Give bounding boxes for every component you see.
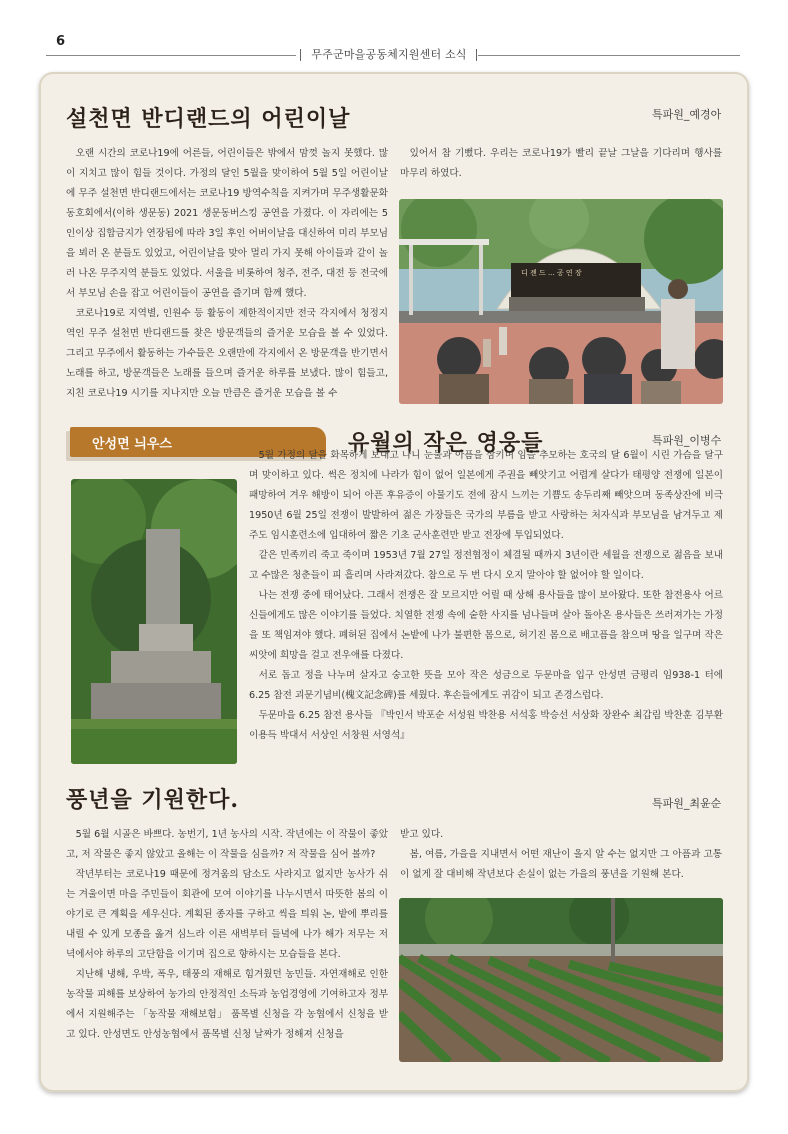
paragraph: 받고 있다. bbox=[400, 829, 444, 840]
paragraph: 작년부터는 코로나19 때문에 정겨움의 담소도 사라지고 없지만 농사가 쉬는 겨울이면 마을 주민들이 회관에 모여 이야기를 나누시면서 따뜻한 봄의 이야기로 큰 계획을 세우신다. 계획된 종자를 구하고 씩을 틔워 논, 밭에 뿌리를 내릴 수 있게 모종을 옮겨 심느라 이른 새벽부터 들녘에 나가 해가 저무는 저녁에서야 하루의 고단함을 이기며 집으로 향하시는 모습들을 본다. bbox=[66, 869, 388, 960]
article-column bbox=[400, 825, 722, 885]
article-column bbox=[66, 144, 388, 404]
header-divider bbox=[300, 49, 301, 61]
paragraph: 같은 민족끼리 죽고 죽이며 1953년 7월 27일 정전협정이 체결될 때까지 3년이란 세월을 전쟁으로 젊음을 보내고 수많은 청춘들이 피 흘리며 사라져갔다. 참으로 두 번 다시 오지 말아야 할 없어야 할 일이다. bbox=[249, 550, 723, 581]
photo-war-memorial bbox=[71, 479, 237, 764]
photo-childrens-day-concert bbox=[399, 199, 723, 404]
article-body bbox=[249, 446, 723, 746]
story-title: 유월의 작은 영웅들 bbox=[348, 430, 544, 456]
paragraph: 나는 전쟁 중에 태어났다. 그래서 전쟁은 잘 모르지만 어릴 때 상해 용사들을 많이 보아왔다. 또한 참전용사 어르신들에게도 많은 이야기를 들었다. 치열한 전쟁 속에 숱한 사지를 넘나들며 살아 돌아온 용사들은 쓰러져가는 가정을 또 책임져야 했다. 폐허된 집에서 논밭에 나가 불편한 몸으로, 허기진 몸으로 배고픔을 참으며 땅을 일구며 작은 씨앗에 희망을 걸고 전우애를 다졌다. bbox=[249, 590, 723, 661]
reporter-byline: 특파원_이병수 bbox=[652, 434, 722, 447]
paragraph: 코로나19로 지역별, 인원수 등 활동이 제한적이지만 전국 각지에서 청정지역인 무주 설천면 반디랜드를 찾은 방문객들의 즐거운 모습을 볼 수 있었다. 그리고 무주에서 활동하는 가수들은 오랜만에 각지에서 온 방문객을 반기면서 노래를 하고, 방문객들은 노래를 들으며 즐거운 하루를 보냈다. 많이 힘들고, 지친 코로나19 시기를 지나지만 오늘 만큼은 즐거운 모습을 볼 수 bbox=[66, 308, 388, 399]
header-rule-right bbox=[478, 55, 740, 56]
paragraph: 5월 가정의 달을 화목하게 보내고 나니 눈물과 아픔을 삼키며 임을 추모하는 호국의 달 6월이 시린 가슴을 달구며 맞이하고 있다. 썩은 정치에 나라가 힘이 없어 일본에게 주권을 빼앗기고 어렵게 살다가 태평양 전쟁에 일본이 패망하여 겨우 해방이 되어 아픈 후유증이 아물기도 전에 잠시 느끼는 기쁨도 송두리째 빼앗으며 동족상잔에 비극 1950년 6월 25일 전쟁이 발발하여 젊은 가장들은 국가의 부름을 받고 사랑하는 처자식과 부모님을 남겨두고 제주도 임시훈련소에 입대하여 짧은 기초 군사훈련만 받고 전장에 투입되었다. bbox=[249, 450, 723, 541]
paragraph: 5월 6월 시골은 바쁘다. 농번기, 1년 농사의 시작. 작년에는 이 작물이 좋았고, 저 작물은 좋지 않았고 올해는 이 작물을 심을까? 저 작물을 심어 볼까? bbox=[66, 829, 388, 860]
story-title: 설천면 반디랜드의 어린이날 bbox=[66, 106, 351, 132]
paragraph: 서로 돕고 정을 나누며 살자고 숭고한 뜻을 모아 작은 성금으로 두문마을 입구 안성면 금평리 임938-1 터에 6.25 참전 괴문기념비(槐文記念碑)를 세웠다. 후손들에게도 귀감이 되고 존경스럽다. bbox=[249, 670, 723, 701]
photo-farm-field bbox=[399, 898, 723, 1062]
paragraph: 오랜 시간의 코로나19에 어른들, 어린이들은 밖에서 맘껏 놀지 못했다. 많이 지치고 많이 힘들 것이다. 가정의 달인 5월을 맞이하여 5월 5일 어린이날에 무주 설천면 반디랜드에서는 코로나19 방역수칙을 지켜가며 무주생활문화동호회에서(이하 생문동) 2021 생문동버스킹 공연을 가졌다. 이 자리에는 5인이상 집합금지가 연장됨에 따라 3일 후인 어버이날을 대신하여 미리 부모님을 뵈러 온 분들도 있었고, 어린이날을 맞아 멀리 가지 못해 아이들과 같이 놀러 나온 무주지역 분들도 있었다. 서울을 비롯하여 청주, 전주, 대전 등 전국에서 부모님 손을 잡고 어린이들이 공연을 즐기며 함께 했다. bbox=[66, 148, 388, 299]
reporter-byline: 특파원_최윤순 bbox=[652, 797, 722, 810]
story-title: 풍년을 기원한다. bbox=[66, 787, 240, 813]
stage-banner: 디 젠 드 ... 공 연 장 bbox=[521, 269, 582, 277]
reporter-byline: 특파원_예경아 bbox=[652, 108, 722, 121]
paragraph: 두문마을 6.25 참전 용사들 『박인서 박포순 서성원 박찬용 서석홍 박승선 서상화 장완수 최갑림 박찬훈 김부환 이용득 박대서 서상인 서창원 서영석』 bbox=[249, 710, 723, 741]
paragraph: 있어서 참 기뻤다. 우리는 코로나19가 빨리 끝날 그날을 기다리며 행사를 마무리 하였다. bbox=[400, 148, 722, 179]
article-column bbox=[66, 825, 388, 1045]
paragraph: 지난해 냉해, 우박, 폭우, 태풍의 재해로 힘겨웠던 농민들. 자연재해로 인한 농작물 피해를 보상하여 농가의 안정적인 소득과 농업경영에 기여하고자 정부에서 지원해주는 「농작물 재해보험」 품목별 신청을 각 농협에서 신청을 받고 있다. 안성면도 안성농협에서 품목별 신청 날짜가 정해져 신청을 bbox=[66, 969, 388, 1040]
article-column bbox=[400, 144, 722, 184]
header-title: 무주군마을공동체지원센터 소식 bbox=[311, 48, 467, 61]
header-rule-left bbox=[46, 55, 296, 56]
header-divider bbox=[476, 49, 477, 61]
paragraph: 봄, 여름, 가을을 지내면서 어떤 재난이 올지 알 수는 없지만 그 아픔과 고통이 없게 잘 대비해 작년보다 손실이 없는 가을의 풍년을 기원해 본다. bbox=[400, 849, 722, 880]
page-number: 6 bbox=[56, 34, 66, 49]
section-tab-label: 안성면 늬우스 bbox=[92, 437, 172, 452]
